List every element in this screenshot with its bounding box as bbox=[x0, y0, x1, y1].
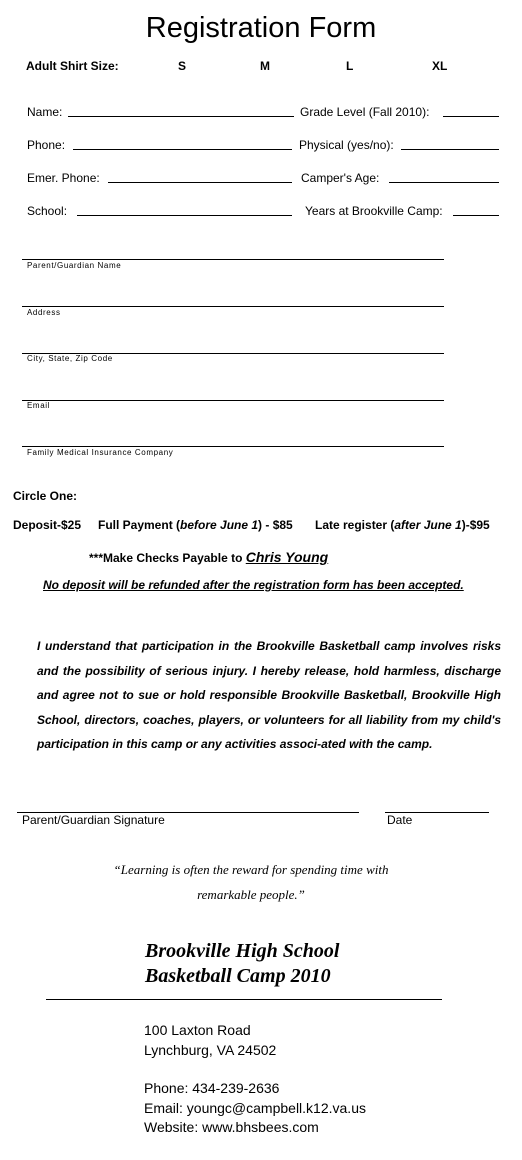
form-title: Registration Form bbox=[145, 12, 377, 44]
name-label: Name: bbox=[27, 105, 63, 119]
insurance-caption: Family Medical Insurance Company bbox=[27, 448, 174, 457]
full-payment-option[interactable] bbox=[98, 518, 293, 532]
checks-payable-text: ***Make Checks Payable to bbox=[89, 551, 246, 565]
camp-divider bbox=[46, 999, 442, 1000]
emergency-phone-label: Emer. Phone: bbox=[27, 171, 100, 185]
address-line-2: Lynchburg, VA 24502 bbox=[144, 1042, 277, 1058]
phone-label: Phone: bbox=[27, 138, 66, 152]
deposit-option[interactable]: Deposit-$25 bbox=[13, 518, 82, 532]
checks-payable-line bbox=[89, 549, 328, 565]
school-field[interactable] bbox=[77, 215, 292, 216]
quote-line-2: remarkable people.” bbox=[197, 887, 305, 902]
shirt-size-l[interactable]: L bbox=[346, 59, 354, 73]
phone-field[interactable] bbox=[73, 149, 292, 150]
email-field[interactable] bbox=[22, 400, 444, 401]
liability-waiver: I understand that participation in the Brookville Basketball camp involves risks and the possibility of serious injury. I hereby release, hold harmless, discharge and agree not to sue or hold responsible Brookville Basketball, Brookville High School, directors, coaches, players, or volunteers for all liability from my child's participation in this camp or any activities associ-ated with the camp. bbox=[37, 639, 501, 751]
address-field[interactable] bbox=[22, 306, 444, 307]
contact-website[interactable]: Website: www.bhsbees.com bbox=[144, 1119, 319, 1135]
emergency-phone-field[interactable] bbox=[108, 182, 292, 183]
name-field[interactable] bbox=[68, 116, 294, 117]
shirt-size-s[interactable]: S bbox=[178, 59, 187, 73]
school-label: School: bbox=[27, 204, 68, 218]
contact-email[interactable]: Email: youngc@campbell.k12.va.us bbox=[144, 1100, 366, 1116]
refund-policy: No deposit will be refunded after the registration form has been accepted. bbox=[43, 578, 464, 592]
physical-label: Physical (yes/no): bbox=[299, 138, 394, 152]
address-caption: Address bbox=[27, 308, 61, 317]
quote-line-1: “Learning is often the reward for spending time with bbox=[113, 862, 389, 877]
late-register-deadline: after June 1 bbox=[394, 518, 462, 532]
full-payment-deadline: before June 1 bbox=[180, 518, 259, 532]
email-caption: Email bbox=[27, 401, 51, 410]
shirt-size-m[interactable]: M bbox=[260, 59, 270, 73]
years-at-camp-label: Years at Brookville Camp: bbox=[305, 204, 443, 218]
campers-age-field[interactable] bbox=[389, 182, 499, 183]
years-at-camp-field[interactable] bbox=[453, 215, 499, 216]
shirt-size-label: Adult Shirt Size: bbox=[26, 59, 119, 73]
physical-field[interactable] bbox=[401, 149, 499, 150]
guardian-name-caption: Parent/Guardian Name bbox=[27, 261, 122, 270]
date-label: Date bbox=[387, 813, 413, 827]
camp-name-line-2: Basketball Camp 2010 bbox=[145, 965, 331, 987]
address-line-1: 100 Laxton Road bbox=[144, 1022, 251, 1038]
full-payment-price: ) - $85 bbox=[258, 518, 293, 532]
campers-age-label: Camper's Age: bbox=[301, 171, 380, 185]
contact-phone: Phone: 434-239-2636 bbox=[144, 1080, 280, 1096]
late-register-option[interactable] bbox=[315, 518, 490, 532]
grade-level-label: Grade Level (Fall 2010): bbox=[300, 105, 430, 119]
guardian-signature-label: Parent/Guardian Signature bbox=[22, 813, 165, 827]
payee-name: Chris Young bbox=[245, 549, 329, 565]
grade-level-field[interactable] bbox=[443, 116, 499, 117]
insurance-field[interactable] bbox=[22, 446, 444, 447]
full-payment-text: Full Payment ( bbox=[98, 518, 181, 532]
camp-name-line-1: Brookville High School bbox=[145, 940, 340, 962]
shirt-size-xl[interactable]: XL bbox=[432, 59, 448, 73]
late-register-text: Late register ( bbox=[315, 518, 395, 532]
circle-one-label: Circle One: bbox=[13, 489, 78, 503]
guardian-name-field[interactable] bbox=[22, 259, 444, 260]
late-register-price: )-$95 bbox=[461, 518, 490, 532]
city-state-zip-caption: City, State, Zip Code bbox=[27, 354, 113, 363]
